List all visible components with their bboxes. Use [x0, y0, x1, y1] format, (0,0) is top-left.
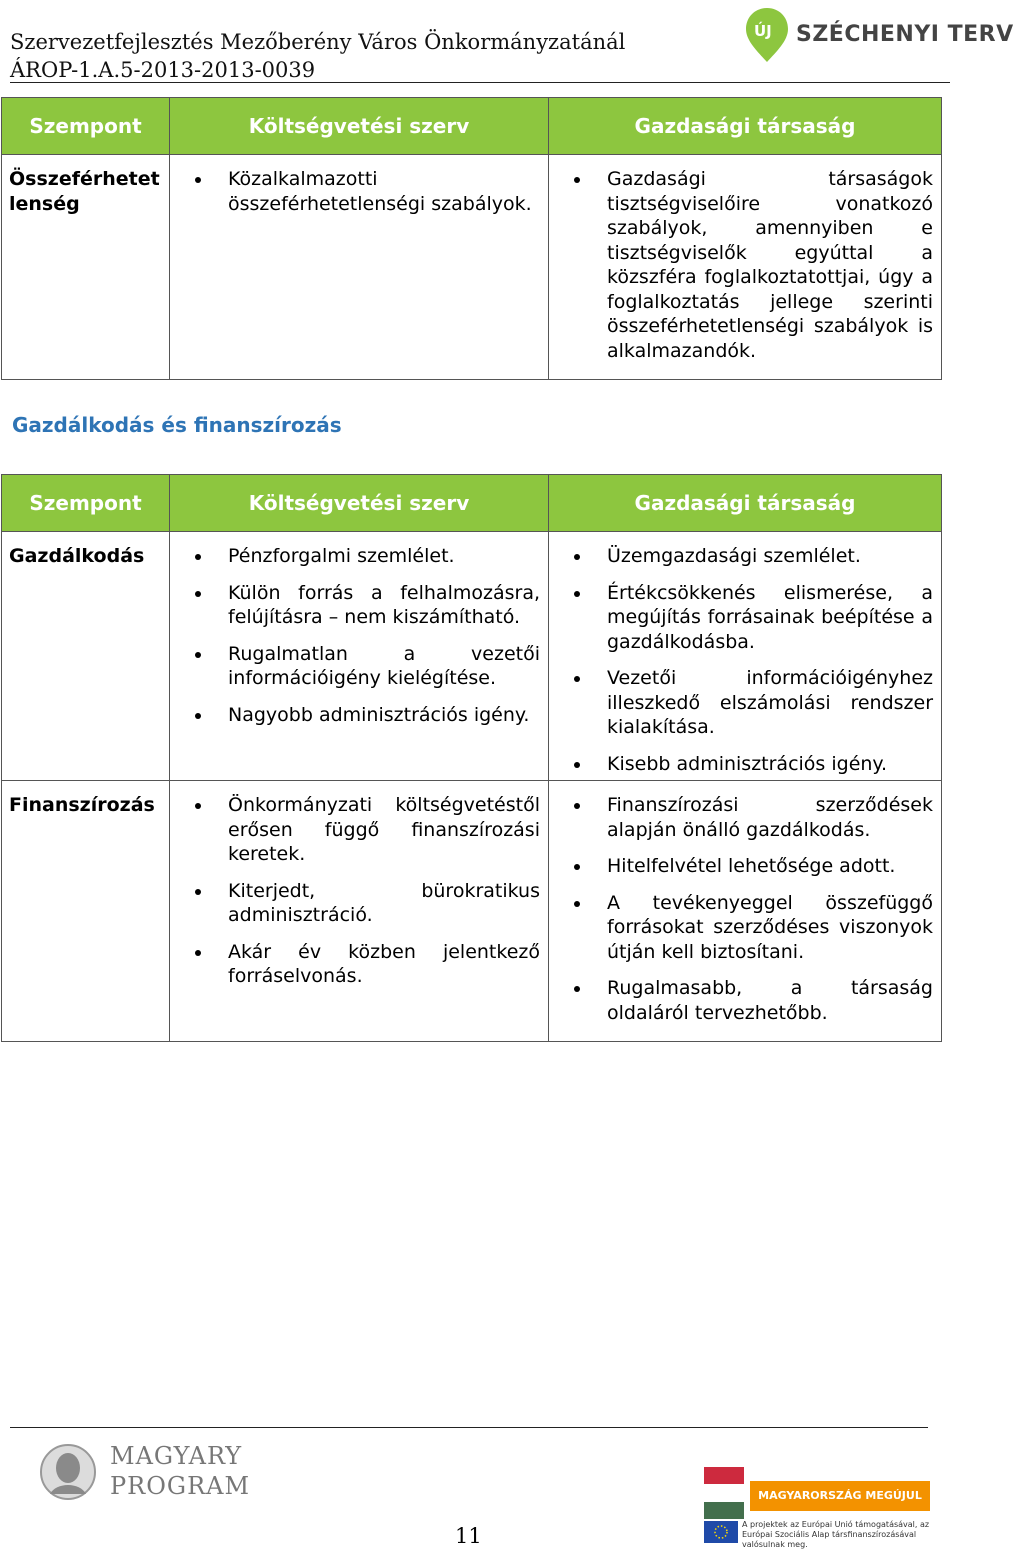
cell-gazdasagi: [549, 155, 942, 380]
cell-koltsegvetesi: [170, 155, 549, 380]
szechenyi-terv-logo: [738, 8, 1014, 78]
table-header-row: [2, 475, 942, 532]
table-row: [2, 781, 942, 1042]
portrait-icon: [40, 1442, 96, 1502]
magyary-program-logo: [40, 1440, 251, 1504]
header-gazdasagi-tarsasag: Gazdasági társaság: [549, 475, 942, 532]
list-item: Külön forrás a felhalmozásra, felújításra – nem kiszámítható.: [228, 581, 540, 628]
bullet-list: [178, 544, 540, 727]
magyarorszag-megujul-logo: [700, 1467, 935, 1547]
magyary-line-1: MAGYARY: [110, 1442, 243, 1470]
logo-text: SZÉCHENYI TERV: [796, 22, 1014, 47]
bullet-list: [178, 167, 540, 216]
table-osszeferhetetlenseg: [1, 97, 942, 380]
list-item: Üzemgazdasági szemlélet.: [607, 544, 933, 569]
hungarian-flag-icon: [704, 1467, 744, 1519]
list-item: Rugalmatlan a vezetői információigény kielégítése.: [228, 642, 540, 689]
section-heading: Gazdálkodás és finanszírozás: [12, 413, 342, 437]
cell-gazdasagi: [549, 781, 942, 1042]
list-item: Kiterjedt, bürokratikus adminisztráció.: [228, 879, 540, 926]
eu-flag-icon: [704, 1521, 738, 1543]
bullet-list: [557, 544, 933, 776]
magyary-line-2: PROGRAM: [110, 1472, 251, 1500]
footer-divider: [10, 1427, 928, 1428]
list-item: A tevékenyeggel összefüggő forrásokat szerződéses viszonyok útján kell biztosítani.: [607, 891, 933, 963]
header-szempont: Szempont: [2, 475, 170, 532]
list-item: Önkormányzati költségvetéstől erősen függő finanszírozási keretek.: [228, 794, 540, 865]
list-item: Hitelfelvétel lehetősége adott.: [607, 854, 933, 879]
bullet-list: [178, 793, 540, 989]
list-item: Akár év közben jelentkező forráselvonás.: [228, 940, 540, 987]
list-item: Közalkalmazotti összeférhetetlenségi szabályok.: [228, 167, 540, 216]
header-koltsegvetesi-szerv: Költségvetési szerv: [170, 98, 549, 155]
bullet-list: [557, 793, 933, 1025]
list-item: Pénzforgalmi szemlélet.: [228, 544, 540, 569]
bullet-list: [557, 167, 933, 363]
eu-support-text: A projektek az Európai Unió támogatásával, az Európai Szociális Alap társfinanszírozásával valósulnak meg.: [742, 1520, 930, 1549]
mm-banner: MAGYARORSZÁG MEGÚJUL: [750, 1481, 930, 1511]
header-szempont: Szempont: [2, 98, 170, 155]
list-item: Vezetői információigényhez illeszkedő elszámolási rendszer kialakítása.: [607, 667, 933, 738]
list-item: Gazdasági társaságok tisztségviselőire vonatkozó szabályok, amennyiben e tisztségviselők egyúttal a közszféra foglalkoztatottjai, úgy a foglalkoztatás jellege szerinti összeférhetetlenségi szabályok is alkalmazandók.: [607, 168, 933, 362]
header-gazdasagi-tarsasag: Gazdasági társaság: [549, 98, 942, 155]
title-line-1: Szervezetfejlesztés Mezőberény Város Önkormányzatánál: [10, 30, 626, 54]
header-koltsegvetesi-szerv: Költségvetési szerv: [170, 475, 549, 532]
table-header-row: [2, 98, 942, 155]
page-header: [10, 22, 1014, 84]
table-row: [2, 155, 942, 380]
row-label: Gazdálkodás: [2, 532, 170, 781]
page-number: 11: [455, 1524, 482, 1548]
cell-koltsegvetesi: [170, 532, 549, 781]
list-item: Értékcsökkenés elismerése, a megújítás forrásainak beépítése a gazdálkodásba.: [607, 581, 933, 653]
header-divider: [10, 82, 950, 83]
cell-koltsegvetesi: [170, 781, 549, 1042]
list-item: Rugalmasabb, a társaság oldaláról tervezhetőbb.: [607, 977, 933, 1024]
document-title: [10, 28, 625, 84]
row-label: Finanszírozás: [2, 781, 170, 1042]
list-item: Kisebb adminisztrációs igény.: [607, 752, 933, 777]
title-line-2: ÁROP-1.A.5-2013-2013-0039: [10, 58, 316, 82]
table-row: [2, 532, 942, 781]
cell-gazdasagi: [549, 532, 942, 781]
row-label: Összeférhetetlenség: [2, 155, 170, 380]
list-item: Finanszírozási szerződések alapján önálló gazdálkodás.: [607, 794, 933, 841]
list-item: Nagyobb adminisztrációs igény.: [228, 703, 540, 728]
table-gazdalkodas: [1, 474, 942, 1042]
logo-uj: ÚJ: [754, 22, 772, 40]
